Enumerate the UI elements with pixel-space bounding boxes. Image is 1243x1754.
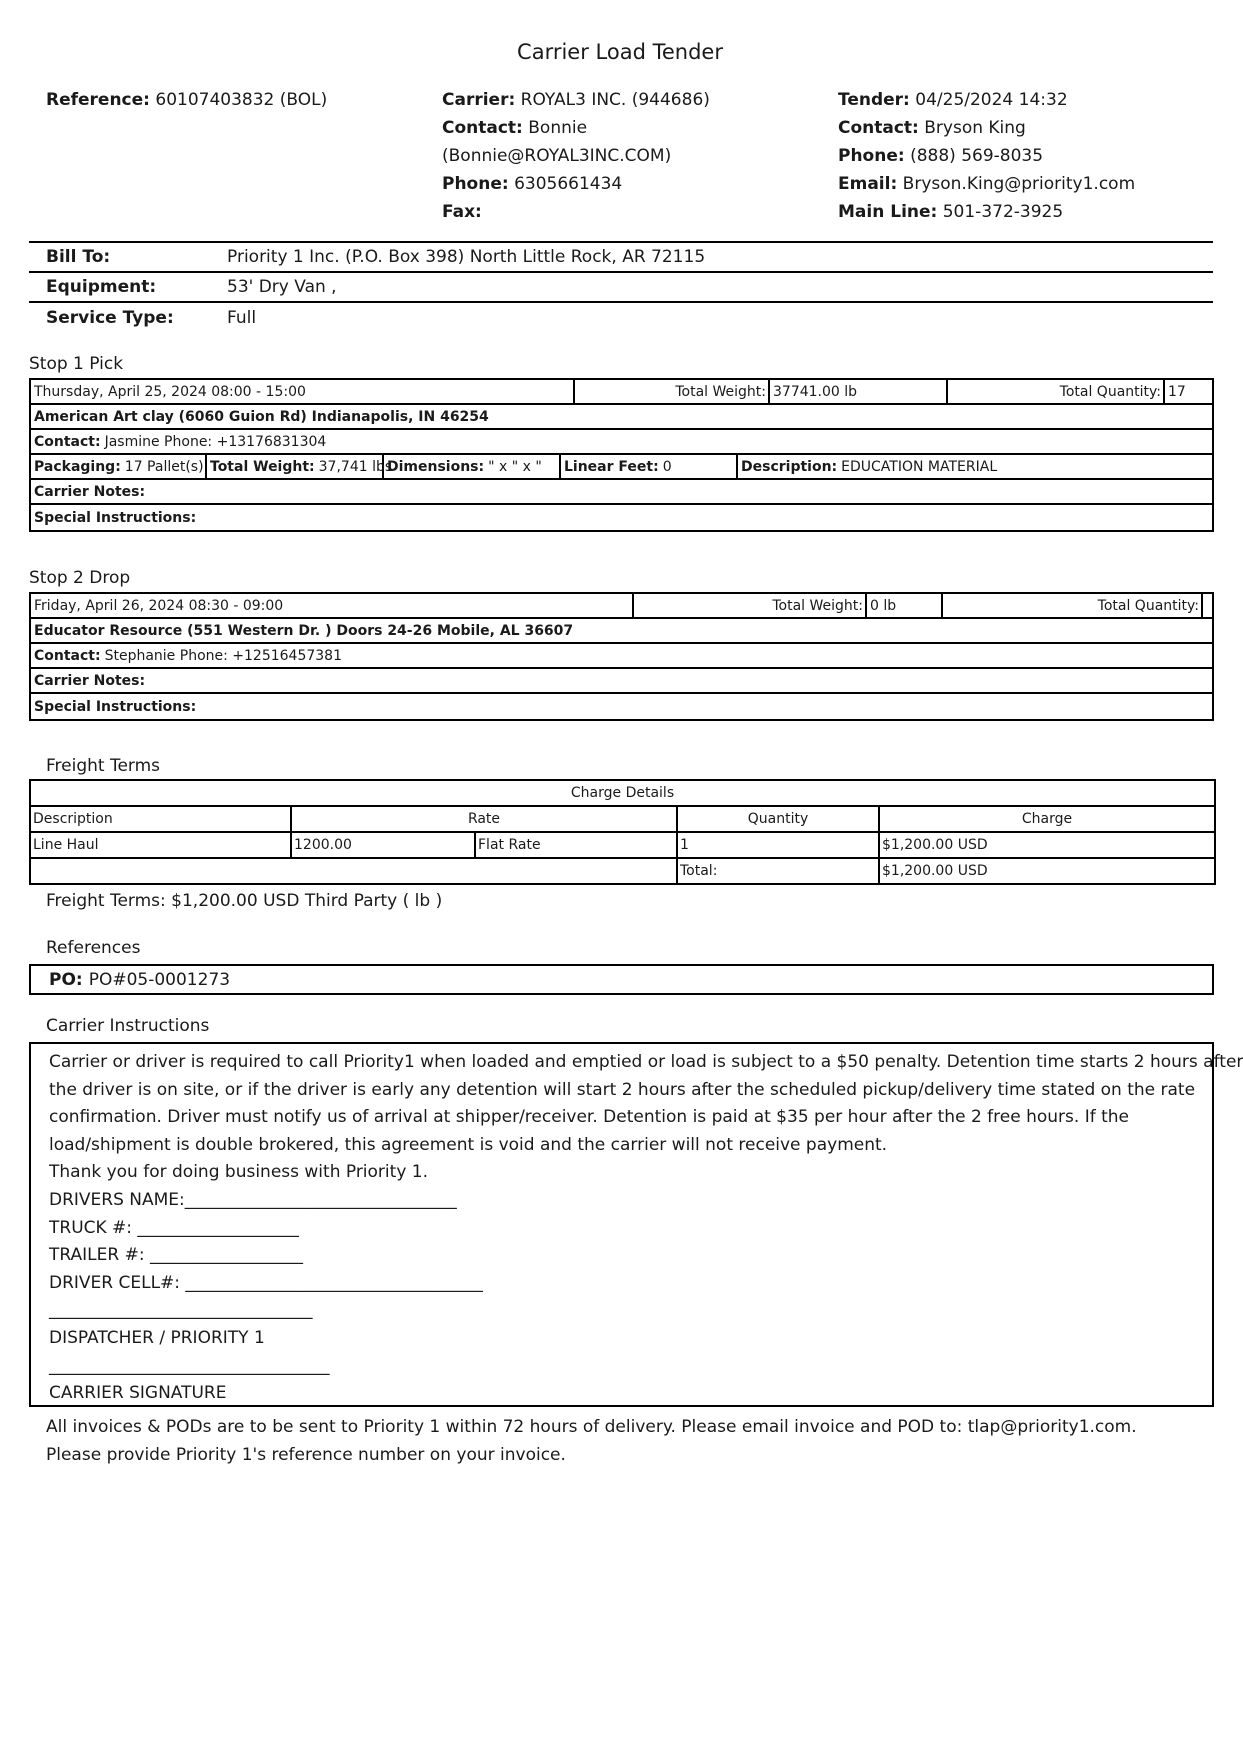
footer-note: All invoices & PODs are to be sent to Priority 1 within 72 hours of delivery. Please email invoice and POD to: tlap@priority1.com. Please provide Priority 1's reference number on your invoice. <box>46 1417 1137 1465</box>
stop1-dimensions <box>384 455 561 478</box>
col-rate: Rate <box>291 806 677 832</box>
stop2-total-weight-value: 0 lb <box>867 594 943 617</box>
total-row <box>30 858 1215 884</box>
carrier-label: Carrier: <box>442 90 516 110</box>
stop2-total-quantity-label: Total Quantity: <box>943 594 1203 617</box>
header-reference-block <box>46 86 327 114</box>
row-charge: $1,200.00 USD <box>879 832 1215 858</box>
references-heading: References <box>46 938 141 958</box>
tender-email-value: Bryson.King@priority1.com <box>902 174 1136 194</box>
tender-phone-value: (888) 569-8035 <box>910 146 1044 166</box>
po-label: PO: <box>49 969 83 990</box>
stop1-packaging-value: 17 Pallet(s) <box>124 458 204 475</box>
tender-contact-label: Contact: <box>838 118 919 138</box>
po-value: PO#05-0001273 <box>88 969 231 990</box>
summary-table <box>29 241 1213 332</box>
tender-phone-label: Phone: <box>838 146 905 166</box>
stop1-description-value: EDUCATION MATERIAL <box>841 458 998 475</box>
total-label: Total: <box>677 858 879 884</box>
driver-cell-line: DRIVER CELL#: ___________________________________ <box>49 1272 483 1293</box>
instruction-line: load/shipment is double brokered, this agreement is void and the carrier will not receive payment. <box>49 1134 888 1155</box>
stop2-top-row <box>31 594 1212 619</box>
carrier-signature-line: _________________________________ <box>49 1355 330 1376</box>
stop1-total-weight-label: Total Weight: <box>575 380 770 403</box>
stop2-total-weight-label: Total Weight: <box>634 594 867 617</box>
charge-header-row <box>30 806 1215 832</box>
service-type-label: Service Type: <box>46 307 174 328</box>
stop1-weight <box>207 455 393 478</box>
stop2-total-quantity-value <box>1203 594 1212 617</box>
stop2-contact-row <box>31 644 1212 669</box>
bill-to-label: Bill To: <box>29 242 227 272</box>
stop1-dimensions-value: " x " x " <box>488 458 542 475</box>
header-carrier-block <box>442 86 710 226</box>
stop1-carrier-notes: Carrier Notes: <box>31 480 1212 505</box>
reference-label: Reference: <box>46 90 150 110</box>
stop1-linear-feet-label: Linear Feet: <box>564 458 659 475</box>
carrier-contact-value: Bonnie <box>528 118 588 138</box>
stop1-top-row <box>31 380 1212 405</box>
total-value: $1,200.00 USD <box>879 858 1215 884</box>
stop2-special-instructions: Special Instructions: <box>34 698 197 715</box>
stop1-total-quantity-label: Total Quantity: <box>948 380 1165 403</box>
stop1-total-weight-value: 37741.00 lb <box>770 380 948 403</box>
freight-terms-line: Freight Terms: $1,200.00 USD Third Party ( lb ) <box>46 891 443 911</box>
page-title: Carrier Load Tender <box>517 40 723 64</box>
stop2-carrier-notes: Carrier Notes: <box>31 669 1212 694</box>
instruction-line: Thank you for doing business with Priority 1. <box>49 1162 428 1183</box>
equipment-label: Equipment: <box>29 272 227 302</box>
carrier-contact-email: (Bonnie@ROYAL3INC.COM) <box>442 146 672 166</box>
tender-contact-value: Bryson King <box>924 118 1026 138</box>
bill-to-row <box>29 242 1213 272</box>
header-tender-block <box>838 86 1135 226</box>
charge-details-table <box>29 779 1216 885</box>
row-description: Line Haul <box>30 832 291 858</box>
row-rate: 1200.00 <box>291 832 475 858</box>
stop1-linear-feet <box>561 455 738 478</box>
stop1-total-quantity-value: 17 <box>1168 383 1186 400</box>
stop1-linear-feet-value: 0 <box>662 458 672 475</box>
carrier-value: ROYAL3 INC. (944686) <box>520 90 710 110</box>
stop1-box <box>29 378 1214 532</box>
charge-details-title: Charge Details <box>30 780 1215 806</box>
instruction-line: Carrier or driver is required to call Priority1 when loaded and emptied or load is subject to a $50 penalty. Detention time starts 2 hours after <box>49 1052 1243 1072</box>
tender-mainline-label: Main Line: <box>838 202 938 222</box>
instructions-heading: Carrier Instructions <box>46 1016 210 1036</box>
trailer-number-line: TRAILER #: __________________ <box>49 1245 303 1266</box>
carrier-phone-value: 6305661434 <box>514 174 623 194</box>
instruction-line: the driver is on site, or if the driver is early any detention will start 2 hours after the scheduled pickup/delivery time stated on the rate <box>49 1079 1196 1100</box>
col-quantity: Quantity <box>677 806 879 832</box>
service-type-row <box>29 302 1213 332</box>
stop1-description <box>738 455 1212 478</box>
stop2-contact-label: Contact: <box>34 647 101 664</box>
dispatcher-signature-line: _______________________________ <box>49 1300 313 1321</box>
drivers-name-line: DRIVERS NAME:________________________________ <box>49 1189 457 1210</box>
stop2-date: Friday, April 26, 2024 08:30 - 09:00 <box>31 594 634 617</box>
carrier-contact-label: Contact: <box>442 118 523 138</box>
carrier-phone-label: Phone: <box>442 174 509 194</box>
reference-value: 60107403832 (BOL) <box>155 90 328 110</box>
stop1-location: American Art clay (6060 Guion Rd) Indianapolis, IN 46254 <box>31 405 1212 430</box>
truck-number-line: TRUCK #: ___________________ <box>49 1217 299 1238</box>
stop1-heading: Stop 1 Pick <box>29 354 124 374</box>
stop2-box <box>29 592 1214 721</box>
stop1-contact-row <box>31 430 1212 455</box>
instructions-box <box>29 1042 1243 1407</box>
stop1-details-row <box>31 455 1212 480</box>
stop2-location: Educator Resource (551 Western Dr. ) Doors 24-26 Mobile, AL 36607 <box>31 619 1212 644</box>
col-charge: Charge <box>879 806 1215 832</box>
stop1-description-label: Description: <box>741 458 838 475</box>
stop1-dimensions-label: Dimensions: <box>387 458 485 475</box>
carrier-fax-label: Fax: <box>442 202 482 222</box>
dispatcher-label: DISPATCHER / PRIORITY 1 <box>49 1327 265 1348</box>
freight-heading: Freight Terms <box>46 756 161 776</box>
stop1-contact-label: Contact: <box>34 433 101 450</box>
tender-value: 04/25/2024 14:32 <box>915 90 1068 110</box>
stop1-packaging-label: Packaging: <box>34 458 121 475</box>
references-box <box>29 964 1214 995</box>
stop1-date: Thursday, April 25, 2024 08:00 - 15:00 <box>31 380 575 403</box>
bill-to-value: Priority 1 Inc. (P.O. Box 398) North Little Rock, AR 72115 <box>227 242 1213 272</box>
carrier-signature-label: CARRIER SIGNATURE <box>49 1383 227 1404</box>
equipment-row <box>29 272 1213 302</box>
col-description: Description <box>30 806 291 832</box>
service-type-value: Full <box>227 307 257 328</box>
stop1-weight-label: Total Weight: <box>210 458 315 475</box>
stop1-special-instructions: Special Instructions: <box>34 509 197 526</box>
stop2-contact-value: Stephanie Phone: +12516457381 <box>104 647 342 664</box>
instruction-line: confirmation. Driver must notify us of arrival at shipper/receiver. Detention is paid at $35 per hour after the 2 free hours. If the <box>49 1107 1129 1128</box>
equipment-value: 53' Dry Van , <box>227 272 1213 302</box>
row-quantity: 1 <box>677 832 879 858</box>
tender-mainline-value: 501-372-3925 <box>942 202 1064 222</box>
stop1-contact-value: Jasmine Phone: +13176831304 <box>104 433 327 450</box>
tender-email-label: Email: <box>838 174 898 194</box>
stop1-weight-value: 37,741 lbs <box>318 458 393 475</box>
stop2-heading: Stop 2 Drop <box>29 568 131 588</box>
table-row <box>30 832 1215 858</box>
tender-label: Tender: <box>838 90 910 110</box>
total-blank <box>30 858 677 884</box>
row-rate-type: Flat Rate <box>475 832 677 858</box>
stop1-packaging <box>31 455 207 478</box>
